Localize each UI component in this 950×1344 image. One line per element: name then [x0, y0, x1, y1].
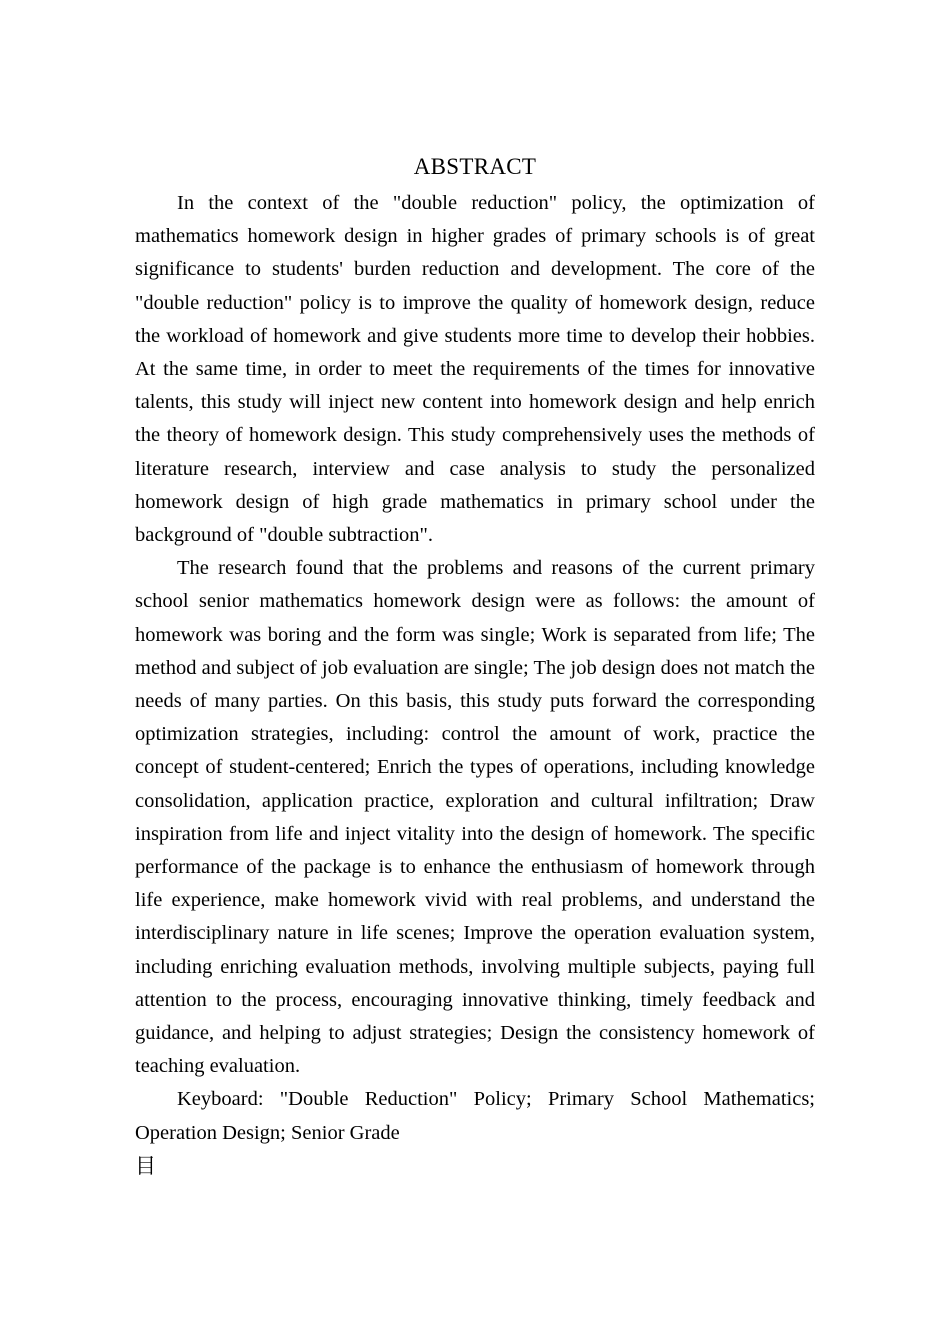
keywords-paragraph: Keyboard: "Double Reduction" Policy; Primary School Mathematics; Operation Design; Senior Grade [135, 1088, 815, 1144]
page-title: ABSTRACT [413, 154, 537, 179]
toc-marker-character: 目 [135, 1153, 156, 1178]
page-content [135, 150, 815, 1183]
abstract-paragraph-1: In the context of the "double reduction" policy, the optimization of mathematics homework design in higher grades of primary schools is of great significance to students' burden reduction and development. The core of the "double reduction" policy is to improve the quality of homework design, reduce the workload of homework and give students more time to develop their hobbies. At the same time, in order to meet the requirements of the times for innovative talents, this study will inject new content into homework design and help enrich the theory of homework design. This study comprehensively uses the methods of literature research, interview and case analysis to study the personalized homework design of high grade mathematics in primary school under the background of "double subtraction". [135, 192, 815, 547]
abstract-paragraph-2: The research found that the problems and reasons of the current primary school senior mathematics homework design were as follows: the amount of homework was boring and the form was single; Work is separated from life; The method and subject of job evaluation are single; The job design does not match the needs of many parties. On this basis, this study puts forward the corresponding optimization strategies, including: control the amount of work, practice the concept of student-centered; Enrich the types of operations, including knowledge consolidation, application practice, exploration and cultural infiltration; Draw inspiration from life and inject vitality into the design of homework. The specific performance of the package is to enhance the enthusiasm of homework through life experience, make homework vivid with real problems, and understand the interdisciplinary nature in life scenes; Improve the operation evaluation system, including enriching evaluation methods, involving multiple subjects, paying full attention to the process, encouraging innovative thinking, timely feedback and guidance, and helping to adjust strategies; Design the consistency homework of teaching evaluation. [135, 557, 815, 1078]
